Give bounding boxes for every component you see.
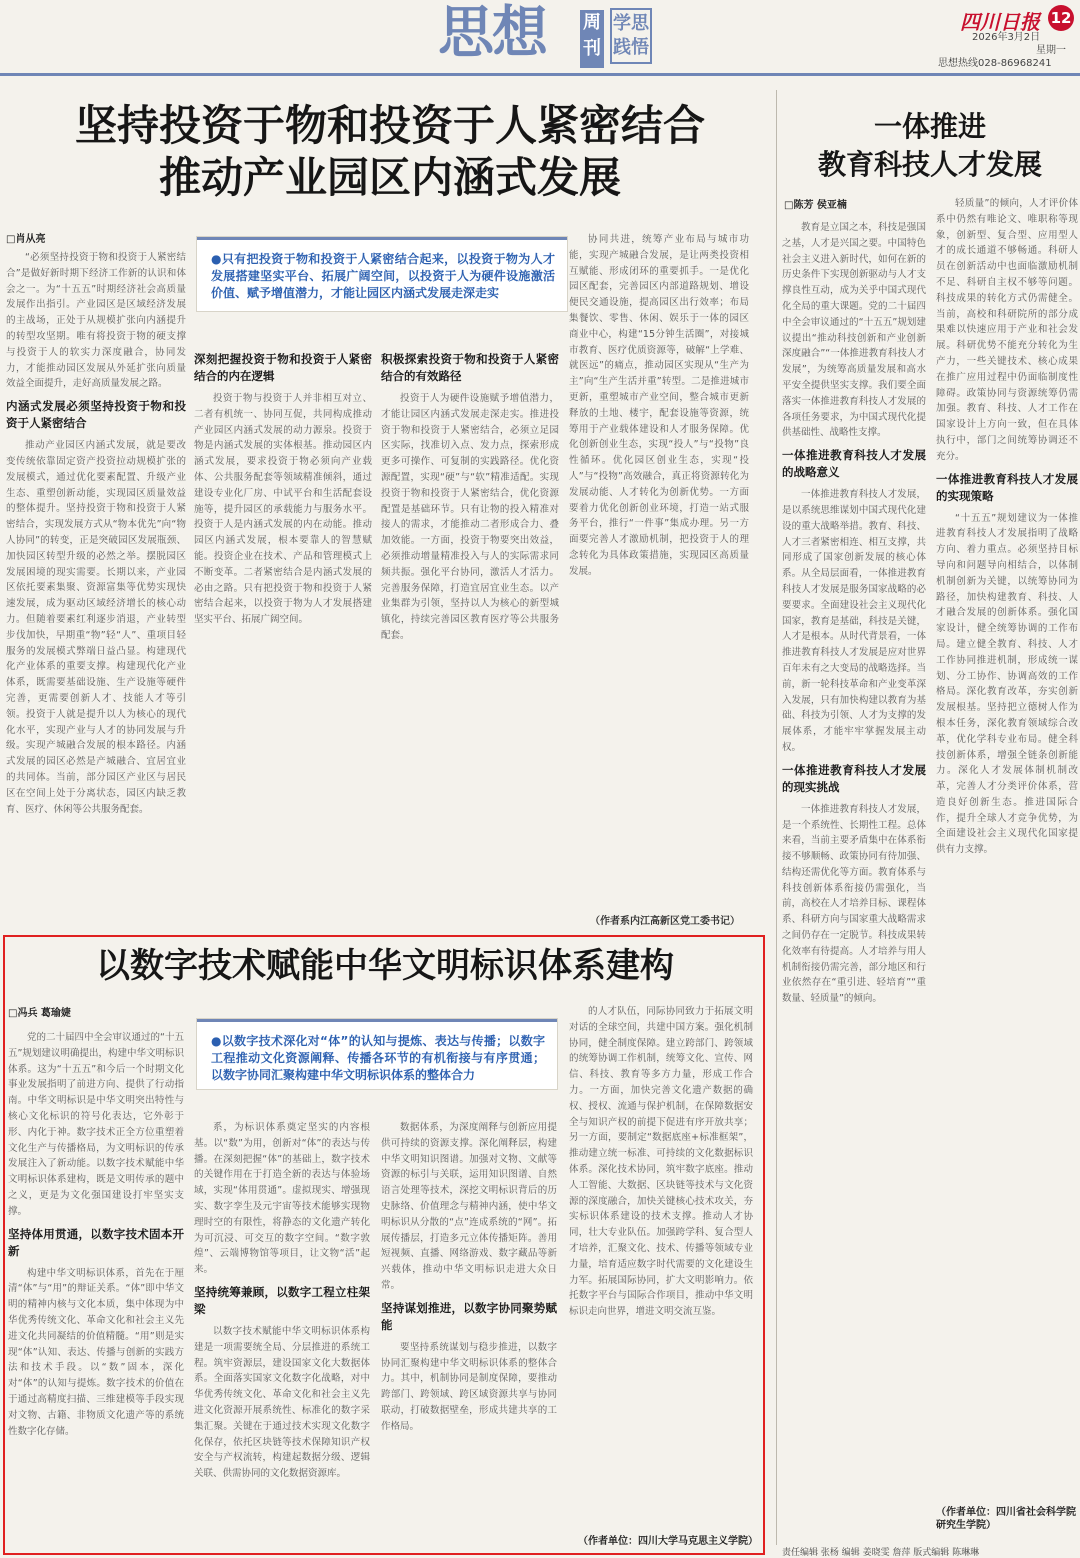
- article3-para: 要坚持系统谋划与稳步推进，以数字协同汇聚构建中华文明标识体系的整体合力。其中，机制协同是制度保障，要推动跨部门、跨领域、跨区域资源共享与协同联动，打破数据壁垒，形成共建共享的工作格局。: [381, 1341, 557, 1432]
- article1-subheading-3: 积极探索投资于物和投资于人紧密结合的有效路径: [381, 352, 559, 383]
- article2-para: “十五五”规划建议为一体推进教育科技人才发展指明了战略方向、着力重点。必须坚持目标导向和问题导向相结合，以体制机制创新为关键，以统筹协同为路径，加快构建教育、科技、人才融合发展的创新体系。强化国家设计，健全统筹协调的工作布局。建立健全教育、科技、人才工作协同推进机制，形成统一谋划、分工协作、协调高效的工作格局。深化教育改革，夯实创新发展根基。坚持把立德树人作为根本任务，深化教育领域综合改革，优化学科专业布局。健全科技创新体系，增强全链条创新能力。深化人才发展体制机制改革，完善人才分类评价体系，营造良好创新生态。推进国际合作，提升全球人才竞争优势，为全面建设社会主义现代化国家提供有力支撑。: [936, 512, 1078, 856]
- article2-column-2: [936, 196, 1078, 1506]
- article1-title: [10, 100, 770, 204]
- article3-para: 系，为标识体系奠定坚实的内容根基。以“数”为用，创新对“体”的表达与传播。在深刻把握“体”的基础上，数字技术的关键作用在于打造全新的表达与体验场域，实现“体用贯通”。虚拟现实、增强现实、数字孪生及元宇宙等技术能够实现物理时空的有限性，将静态的文化遗产转化为可沉浸、可交互的数字空间。“数字敦煌”、云端博物馆等项目，让文物“活”起来。: [194, 1122, 370, 1276]
- article3-para: 党的二十届四中全会审议通过的“十五五”规划建议明确提出，构建中华文明标识体系。这为“十五五”和今后一个时期文化事业发展指明了前进方向、提供了行动指南。中华文明标识是中华文明突出特性与核心文化标识的符号化表达，它外彰于形、内化于神。数字技术正全方位重塑着文化生产与传播格局，为文明标识的传承发展注入了新动能。以数字技术赋能中华文明标识体系建构，既是文明传承的题中之义，更是为文化强国建设打牢坚实支撑。: [8, 1032, 184, 1217]
- article3-para: 数据体系，为深度阐释与创新应用提供可持续的资源支撑。深化阐释层，构建中华文明知识图谱。加强对文物、文献等资源的标引与关联，运用知识图谱、自然语言处理等技术，深挖文明标识背后的历史脉络、价值理念与精神内涵，使中华文明标识从分散的“点”连成系统的“网”。拓展传播层，打造多元立体传播矩阵。善用短视频、直播、网络游戏、数字藏品等新兴载体，推动中华文明标识走进大众日常。: [381, 1122, 557, 1291]
- section-badge: 周刊: [580, 10, 604, 68]
- article3-para: 的人才队伍，同际协同致力于拓展文明对话的全球空间，共建中国方案。强化机制协同，健全制度保障。建立跨部门、跨领域的统筹协调工作机制，统筹文化、宣传、网信、科技、教育等多方力量，形成工作合力。一方面，加快完善文化遗产数据的确权、授权、流通与保护机制，在保障数据安全与知识产权的前提下促进有序开放共享；另一方面，要制定“数据底座+标准框架”，推动建立统一标准、可持续的文化数据标识体系。深化技术协同，筑牢数字底座。推动人工智能、大数据、区块链等技术与文化资源的深度融合，加快关键核心技术攻关，夯实标识体系建设的技术支撑。推动人才协同，壮大专业队伍。加强跨学科、复合型人才培养，汇聚文化、技术、传播等领域专业力量，培育适应数字时代需要的文化建设生力军。拓展国际协同，扩大文明影响力。依托数字平台与国际合作项目，推动中华文明标识走向世界，增进文明交流互鉴。: [569, 1006, 753, 1318]
- article3-pullquote-text: ●以数字技术深化对“体”的认知与提炼、表达与传播；以数字工程推动文化资源阐释、传播各环节的有机衔接与有序贯通；以数字协同汇聚构建中华文明标识体系的整体合力: [211, 1034, 545, 1082]
- article1-title-line2: 推动产业园区内涵式发展: [158, 153, 621, 202]
- section-title: 思想: [438, 0, 546, 66]
- masthead-rule: [0, 73, 1080, 76]
- article1-credit: （作者系内江高新区党工委书记）: [590, 916, 740, 927]
- article3-column-3: [381, 1120, 557, 1546]
- article3-byline: □冯兵 葛瑜婕: [8, 1008, 71, 1019]
- article3-para: 以数字技术赋能中华文明标识体系构建是一项需要统全局、分层推进的系统工程。筑牢资源层，建设国家文化大数据体系。全面落实国家文化数字化战略，对中华优秀传统文化、革命文化和社会主义先进文化资源开展系统性、标准化的数字采集汇聚。关键在于通过技术实现文化数字化保存，依托区块链等技术保障知识产权安全与产权流转，构建起数据分级、逻辑关联、供需协同的文化数据资源库。: [194, 1325, 370, 1480]
- article1-subheading-1: 内涵式发展必须坚持投资于物和投资于人紧密结合: [6, 399, 186, 431]
- article3-subheading-1: 坚持体用贯通，以数字技术固本开新: [8, 1226, 184, 1258]
- article3-column-1: [8, 1030, 184, 1546]
- article1-pullquote: [196, 236, 568, 312]
- article3-para: 构建中华文明标识体系，首先在于厘清“体”与“用”的辩证关系。“体”即中华文明的精神内核与文化本质，集中体现为中华优秀传统文化、革命文化和社会主义先进文化共同凝结的价值精髓。“用”则是实现“体”认知、表达、传播与创新的实践方法和技术手段。以“数”固本，深化对“体”的认知与提炼。数字技术的价值在于通过高精度扫描、三维建模等手段实现对文物、古籍、非物质文化遗产等的系统性数字化存储。: [8, 1267, 184, 1437]
- pullquote-bar: [197, 1019, 557, 1022]
- article3-title: 以数字技术赋能中华文明标识体系建构: [96, 946, 674, 986]
- article3-pullquote: [196, 1018, 558, 1090]
- article2-byline: □陈芳 侯亚楠: [784, 200, 847, 211]
- article1-para: 协同共进，统筹产业布局与城市功能，实现产城融合发展，是让两类投资相互赋能、形成闭环的重要抓手。一是优化园区配套，完善园区内部道路规划、增设便民交通设施，提高园区出行效率；布局集餐饮、零售、休闲、娱乐于一体的园区商业中心，构建“15分钟生活圈”，对接城市教育、医疗优质资源等，破解“上学难、就医远”的痛点，推动园区实现从“生产为主”向“生产生活并重”转型。二是推进城市更新，重塑城市产业空间，整合城市更新释放的土地、楼宇，配套设施等资源，统筹用于产业载体建设和人才服务保障。优化创新创业生态，实现“投人”与“投物”良性循环。优化园区创业生态，实现“投人”与“投物”高效融合，真正将资源转化为发展动能、人才转化为创新优势。一方面要着力优化创新创业环境，打造一站式服务平台，推行“一件事”集成办理。另一方面要完善人才激励机制，把投资于人的理念转化为具体政策措施，实现园区高质量发展。: [569, 234, 749, 577]
- article1-byline: □肖从亮: [6, 234, 46, 245]
- article1-para: 投资于人为硬件设施赋予增值潜力，才能让园区内涵式发展走深走实。推进投资于物和投资于人紧密结合，必须立足园区实际，找准切入点、发力点，探索形成更多可操作、可复制的实践路径。优化资源配置，实现“硬”与“软”精准适配。实现投资于物和投资于人紧密结合，优化资源配置是基础环节。只有让物的投入精准对接人的需求，才能推动二者形成合力、叠加效能。一方面，投资于物要突出效益，必须推动增量精准投入与人的实际需求同频共振。强化平台协同，激活人才活力。完善服务保障，打造宜居宜业生态。以产业集群为引领，坚持以人为核心的新型城镇化，持续完善园区教育医疗等公共服务配套。: [381, 393, 559, 641]
- section-slogan: 学思践悟: [610, 8, 652, 64]
- article2-para: 轻质量”的倾向，人才评价体系中仍然有唯论文、唯职称等现象，创新型、复合型、应用型人才的成长通道不够畅通。科研人员在创新活动中也面临激励机制不足、科研自主权不够等问题。科技成果的转化方式仍需健全。当前，高校和科研院所的部分成果难以快速应用于产业和社会发展。科研优势不能充分转化为生产力，一些关键技术、核心成果在推广应用过程中仍面临制度性障碍。政策协同与资源统筹仍需加强。教育、科技、人才工作在国家设计上方向一致，但在具体执行中，部门之间统筹协调还不充分。: [936, 198, 1078, 462]
- article1-column-3: [381, 345, 559, 928]
- article3-subheading-3: 坚持谋划推进，以数字协同聚势赋能: [381, 1300, 557, 1332]
- article2-credit: （作者单位：四川省社会科学院研究生学院）: [936, 1507, 1076, 1531]
- article1-pullquote-text: ●只有把投资于物和投资于人紧密结合起来，以投资于物为人才发展搭建坚实平台、拓展广阔空间，以投资于人为硬件设施激活价值、赋予增值潜力，才能让园区内涵式发展走深走实: [211, 252, 555, 300]
- article3-column-2: [194, 1120, 370, 1546]
- article1-title-line1: 坚持投资于物和投资于人紧密结合: [74, 101, 705, 150]
- article1-subheading-2: 深刻把握投资于物和投资于人紧密结合的内在逻辑: [194, 352, 372, 383]
- article2-title-line1: 一体推进: [873, 110, 986, 143]
- article2-column-1: [782, 220, 926, 1530]
- article3-subheading-2: 坚持统筹兼顾，以数字工程立柱架梁: [194, 1284, 370, 1316]
- paper-logo: 四川日报: [960, 10, 1040, 34]
- article1-column-2: [194, 345, 372, 928]
- article3-column-4: [569, 1004, 753, 1528]
- issue-date: 2026年3月2日: [972, 32, 1041, 43]
- hotline: 思想热线028-86968241: [938, 58, 1052, 69]
- editor-credits: 责任编辑 张杨 编辑 姜晓雯 詹萍 版式编辑 陈琳琳: [782, 1548, 980, 1558]
- pullquote-bar: [197, 237, 567, 240]
- article2-title: [782, 108, 1078, 184]
- article2-para: 教育是立国之本，科技是强国之基，人才是兴国之要。中国特色社会主义进入新时代，如何在新的历史条件下实现创新驱动与人才支撑良性互动，成为关乎中国式现代化全局的重大课题。党的二十届四中全会审议通过的“十五五”规划建议提出“推动科技创新和产业创新深度融合”“一体推进教育科技人才发展”，为统筹高质量发展和高水平安全提供坚实支撑。我们要全面落实一体推进教育科技人才发展的各项任务要求，为中国式现代化提供基础性、战略性支撑。: [782, 222, 926, 439]
- article2-subheading-3: 一体推进教育科技人才发展的实现策略: [936, 471, 1078, 503]
- article1-column-4: [569, 232, 749, 904]
- article2-para: 一体推进教育科技人才发展，是以系统思维谋划中国式现代化建设的重大战略举措。教育、科技、人才三者紧密相连、相互支撑，共同形成了国家创新发展的核心体系。从全局层面看，一体推进教育科技人才发展是服务国家战略的必要要求。全面建设社会主义现代化国家，教育是基础，科技是关键，人才是根本。从时代背景看，一体推进教育科技人才发展是应对世界百年未有之大变局的战略选择。当前，新一轮科技革命和产业变革深入发展，只有加快构建以教育为基础、科技为引领、人才为支撑的发展体系，才能牢牢掌握发展主动权。: [782, 489, 926, 753]
- article2-para: 一体推进教育科技人才发展，是一个系统性、长期性工程。总体来看，当前主要矛盾集中在体系衔接不够顺畅、政策协同有待加强、结构还需优化等方面。教育体系与科技创新体系衔接仍需强化，当前，高校在人才培养目标、课程体系、科研方向与国家重大战略需求之间仍存在一定脱节。科技成果转化效率有待提高。人才培养与用人机制衔接仍需完善，部分地区和行业依然存在“重引进、轻培育”“重数量、轻质量”的倾向。: [782, 803, 926, 1005]
- column-divider: [776, 90, 777, 1545]
- article1-para: “必须坚持投资于物和投资于人紧密结合”是做好新时期下经济工作新的认识和体会之一。为“十五五”时期经济社会高质量发展作出指引。产业园区是区域经济发展的主战场，正处于从规模扩张向内涵提升的转型攻坚期。唯有将投资于物的硬支撑与投资于人的软实力深度融合，协同发力，才能推动园区发展从外延扩张向质量效益全面提升，走好高质量发展之路。: [6, 252, 186, 390]
- article2-subheading-2: 一体推进教育科技人才发展的现实挑战: [782, 762, 926, 794]
- article1-para: 投资于物与投资于人并非相互对立、二者有机统一、协同互促，共同构成推动产业园区内涵式发展的动力源泉。投资于物是内涵式发展的实体根基。推动园区内涵式发展，要求投资于物必须向产业载体、公共服务配套等领域精准倾斜，通过建设专业化厂房、中试平台和生活配套设施等，提升园区的承载能力与服务水平。投资于人是内涵式发展的内在动能。推动园区内涵式发展，根本要靠人的智慧赋能。投资企业在技术、产品和管理模式上不断变革。二者紧密结合是内涵式发展的必由之路。只有把投资于物和投资于人紧密结合起来，以投资于物为人才发展搭建坚实平台、拓展广阔空间。: [194, 393, 372, 626]
- article3-credit: （作者单位：四川大学马克思主义学院）: [578, 1536, 758, 1547]
- page-number-badge: 12: [1048, 5, 1074, 31]
- article1-para: 推动产业园区内涵式发展，就是要改变传统依靠固定资产投资拉动规模扩张的发展模式，通过优化要素配置、升级产业生态、重塑创新动能，实现园区质量效益的整体提升。坚持投资于物和投资于人紧密结合，实现发展方式从“物本优先”向“物人协同”的转变，正是突破园区发展瓶颈、加快园区转型升级的必然之举。摆脱园区发展困境的现实需要。长期以来，产业园区依托要素集聚、资源富集等优势实现快速发展，成为驱动区域经济增长的核心动力。但随着要素红利逐步消退，产业转型步伐加快，早期重“物”轻“人”、重项目轻服务的发展模式弊端日益凸显。构建现代化产业体系的重要支撑。构建现代化产业体系，既需要基础设施、生产设施等硬件完善，更需要创新人才、技能人才等引领。投资于人就是提升以人为核心的现代化水平，实现产业与人才的协同发展与升级。实现产城融合发展的根本路径。内涵式发展的园区必然是产城融合、宜居宜业的共同体。当前，部分园区产业区与居民区在空间上处于分离状态，园区内缺乏教育、医疗、休闲等公共服务配套。: [6, 440, 186, 815]
- issue-weekday: 星期一: [1036, 45, 1066, 56]
- article1-column-1: [6, 250, 186, 928]
- article2-subheading-1: 一体推进教育科技人才发展的战略意义: [782, 448, 926, 480]
- article2-title-line2: 教育科技人才发展: [817, 148, 1042, 181]
